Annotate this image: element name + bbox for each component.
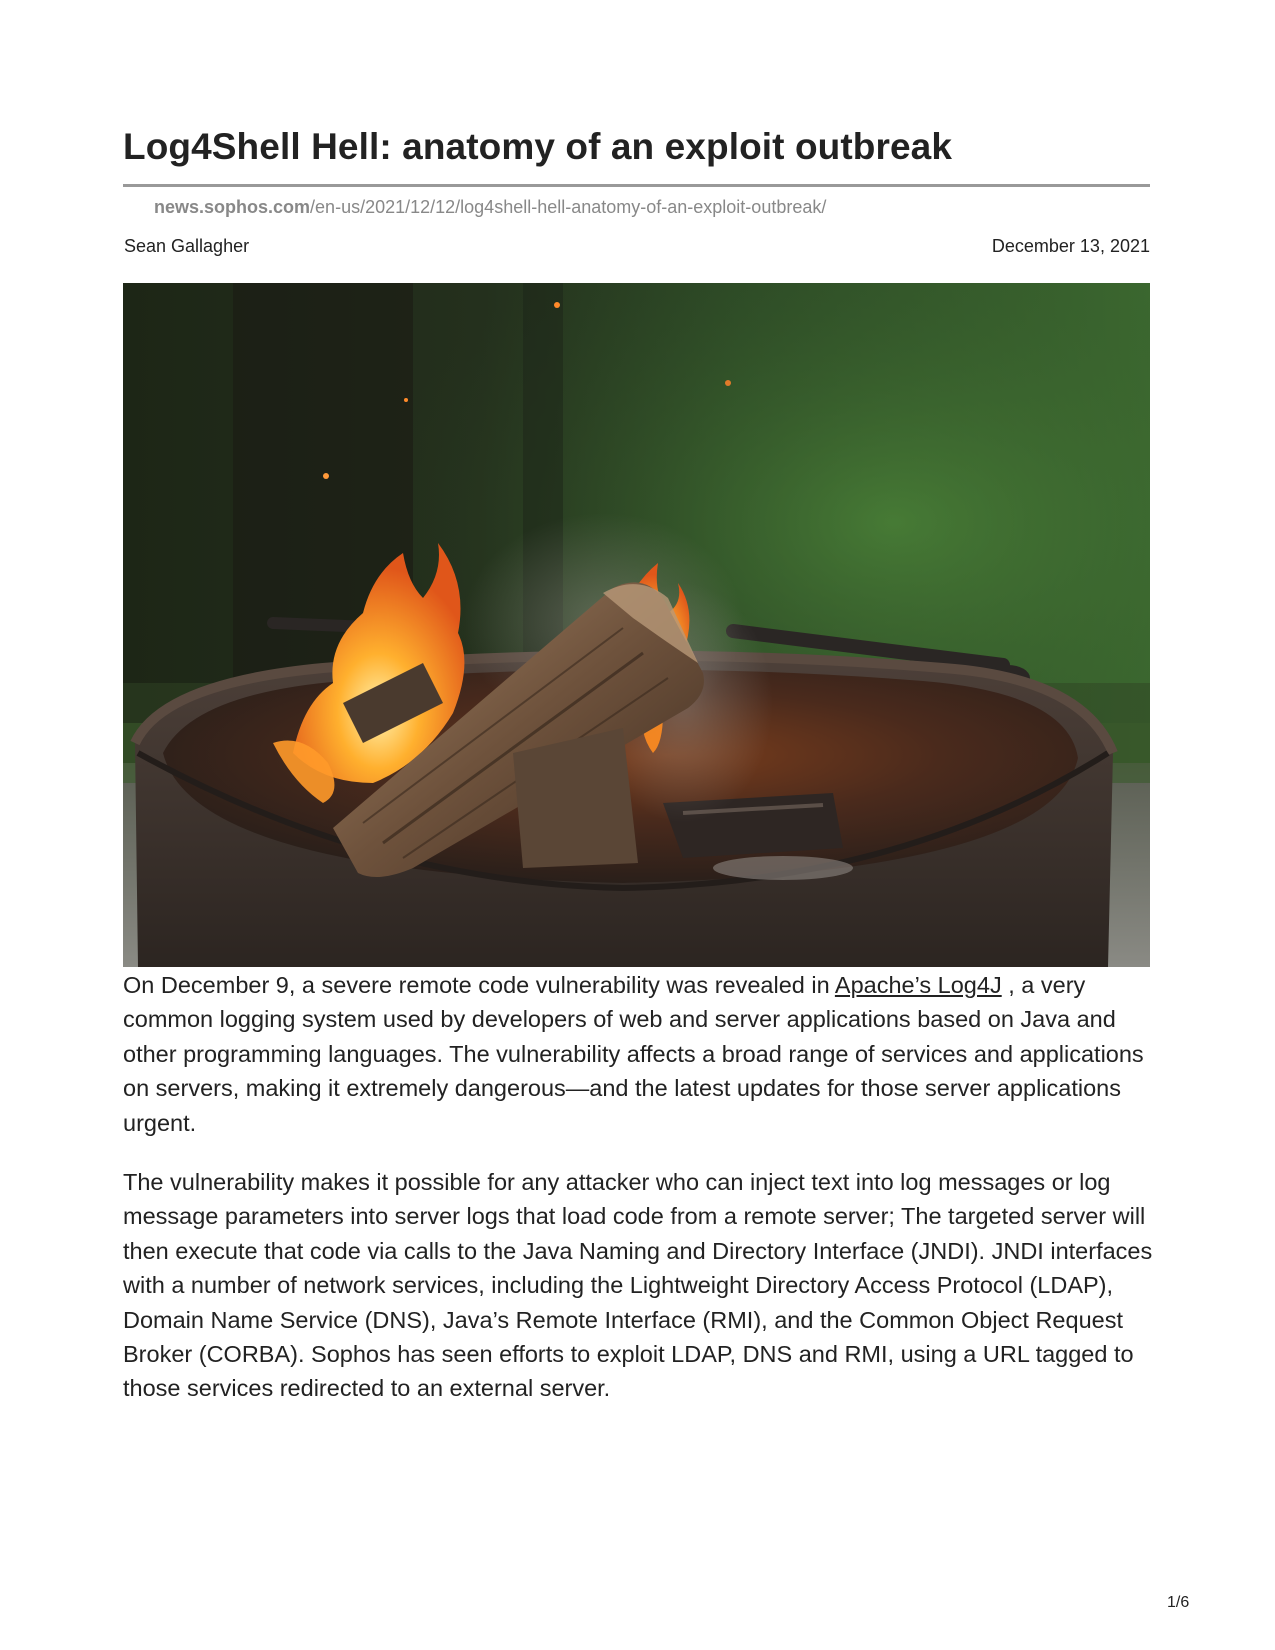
source-domain[interactable]: news.sophos.com bbox=[154, 197, 311, 217]
paragraph-2: The vulnerability makes it possible for any attacker who can inject text into log messages or log message parameters into server logs that load code from a remote server; The targeted server will then execute that code via calls to the Java Naming and Directory Interface (JNDI). JNDI interfaces with a number of network services, including the Lightweight Directory Access Protocol (LDAP), Domain Name Service (DNS), Java’s Remote Interface (RMI), and the Common Object Request Broker (CORBA). Sophos has seen efforts to exploit LDAP, DNS and RMI, using a URL tagged to those services redirected to an external server. bbox=[123, 1169, 1153, 1402]
paragraph-1-lead: On December 9, a severe remote code vulnerability was revealed in bbox=[123, 972, 835, 998]
source-url[interactable] bbox=[154, 197, 826, 218]
author-name: Sean Gallagher bbox=[124, 236, 250, 256]
title-divider bbox=[123, 184, 1150, 187]
source-path[interactable]: /en-us/2021/12/12/log4shell-hell-anatomy-of-an-exploit-outbreak/ bbox=[310, 197, 827, 217]
paragraph-1 bbox=[123, 968, 1153, 1140]
apache-log4j-link[interactable]: Apache’s Log4J bbox=[834, 972, 1002, 998]
hero-image bbox=[123, 283, 1150, 967]
page-title: Log4Shell Hell: anatomy of an exploit outbreak bbox=[123, 126, 953, 167]
publish-date: December 13, 2021 bbox=[991, 236, 1150, 256]
page-number: 1/6 bbox=[1167, 1594, 1190, 1611]
paragraph-1-rest: , a very common logging system used by developers of web and server applications based on Java and other programming languages. The vulnerability affects a broad range of services and applications on servers, making it extremely dangerous—and the latest updates for those server applications urgent. bbox=[123, 972, 1144, 1136]
